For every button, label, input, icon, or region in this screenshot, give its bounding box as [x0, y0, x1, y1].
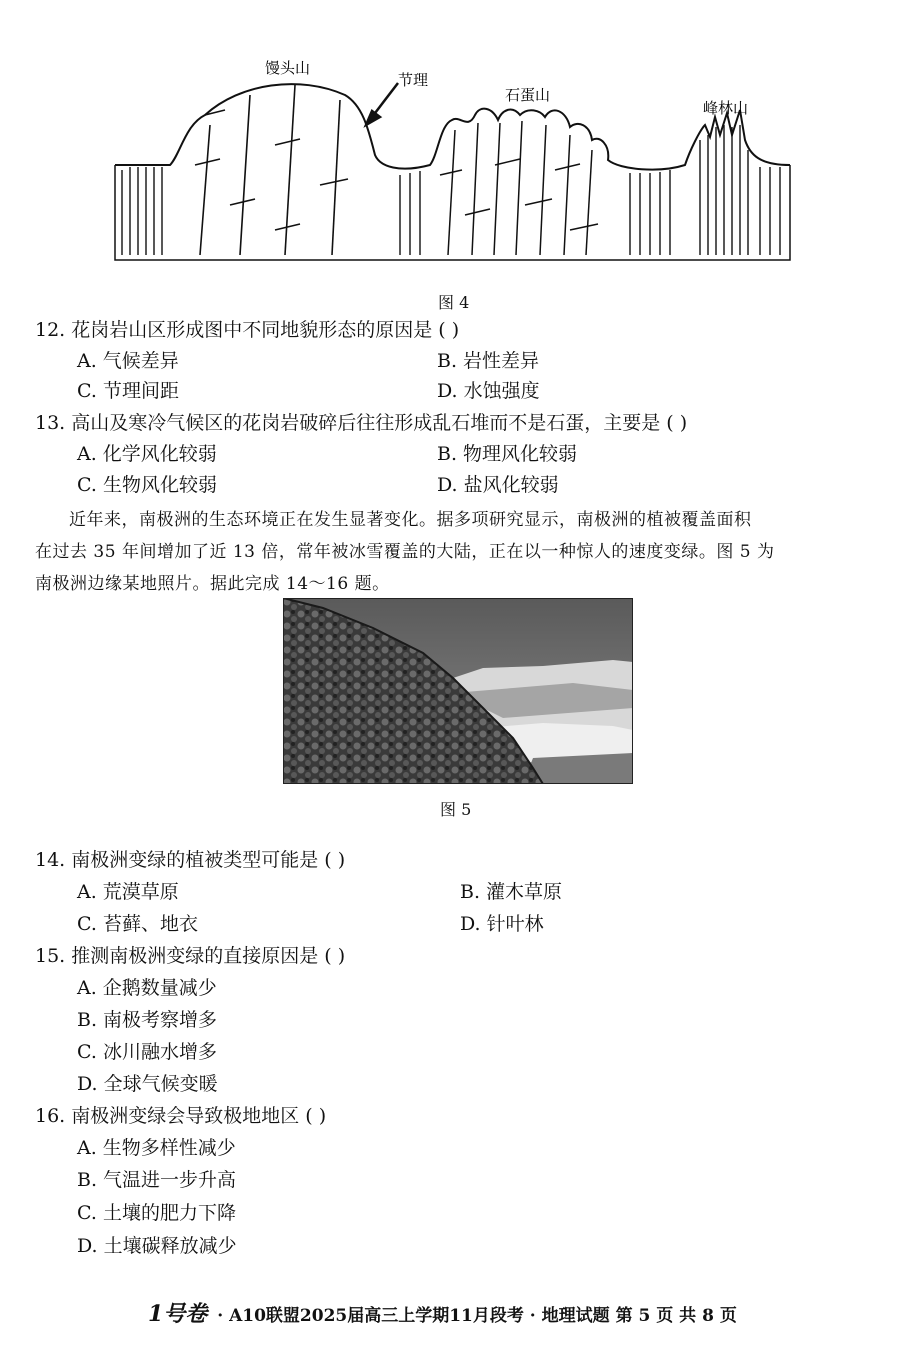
label-shidan: 石蛋山 — [505, 86, 551, 104]
q16-option-c: C. 土壤的肥力下降 — [77, 1202, 236, 1224]
question-12-stem: 12. 花岗岩山区形成图中不同地貌形态的原因是 ( ) — [35, 319, 460, 341]
question-14-stem: 14. 南极洲变绿的植被类型可能是 ( ) — [35, 849, 346, 871]
q13-option-b: B. 物理风化较弱 — [437, 443, 578, 465]
figure-4-caption: 图 4 — [438, 293, 470, 312]
q13-option-d: D. 盐风化较弱 — [437, 474, 559, 496]
question-13-stem: 13. 高山及寒冷气候区的花岗岩破碎后往往形成乱石堆而不是石蛋，主要是 ( ) — [35, 412, 688, 434]
passage-line-2: 在过去 35 年间增加了近 13 倍，常年被冰雪覆盖的大陆，正在以一种惊人的速度变绿。图 5 为 — [35, 542, 775, 562]
footer-text: · A10联盟2025届高三上学期11月段考 · 地理试题 第 5 页 共 8 页 — [217, 1306, 737, 1326]
figure-4-landform-diagram — [100, 55, 800, 270]
q16-option-b: B. 气温进一步升高 — [77, 1169, 237, 1191]
q15-option-c: C. 冰川融水增多 — [77, 1041, 217, 1063]
q15-option-d: D. 全球气候变暖 — [77, 1073, 218, 1095]
page-footer — [148, 1297, 737, 1328]
q13-option-c: C. 生物风化较弱 — [77, 474, 217, 496]
figure-5-caption: 图 5 — [440, 800, 472, 819]
passage — [35, 504, 875, 600]
q14-option-c: C. 苔藓、地衣 — [77, 913, 198, 935]
label-mantou: 馒头山 — [265, 59, 311, 77]
passage-line-1: 近年来，南极洲的生态环境正在发生显著变化。据多项研究显示，南极洲的植被覆盖面积 — [69, 510, 752, 530]
figure-5-photo — [283, 598, 633, 784]
q12-option-c: C. 节理间距 — [77, 380, 179, 402]
passage-line-3: 南极洲边缘某地照片。据此完成 14～16 题。 — [35, 574, 390, 594]
q12-option-b: B. 岩性差异 — [437, 350, 540, 372]
q13-option-a: A. 化学风化较弱 — [77, 443, 217, 465]
q14-option-b: B. 灌木草原 — [460, 881, 563, 903]
q12-option-d: D. 水蚀强度 — [437, 380, 540, 402]
q15-option-b: B. 南极考察增多 — [77, 1009, 218, 1031]
q15-option-a: A. 企鹅数量减少 — [77, 977, 217, 999]
q16-option-a: A. 生物多样性减少 — [77, 1137, 236, 1159]
question-16-stem: 16. 南极洲变绿会导致极地地区 ( ) — [35, 1105, 327, 1127]
q16-option-d: D. 土壤碳释放减少 — [77, 1235, 237, 1257]
q14-option-d: D. 针叶林 — [460, 913, 544, 935]
label-jieli: 节理 — [398, 71, 429, 89]
footer-brand-logo: 1号卷 — [148, 1301, 208, 1327]
q12-option-a: A. 气候差异 — [77, 350, 179, 372]
label-fenglin: 峰林山 — [703, 99, 749, 117]
question-15-stem: 15. 推测南极洲变绿的直接原因是 ( ) — [35, 945, 346, 967]
q14-option-a: A. 荒漠草原 — [77, 881, 179, 903]
